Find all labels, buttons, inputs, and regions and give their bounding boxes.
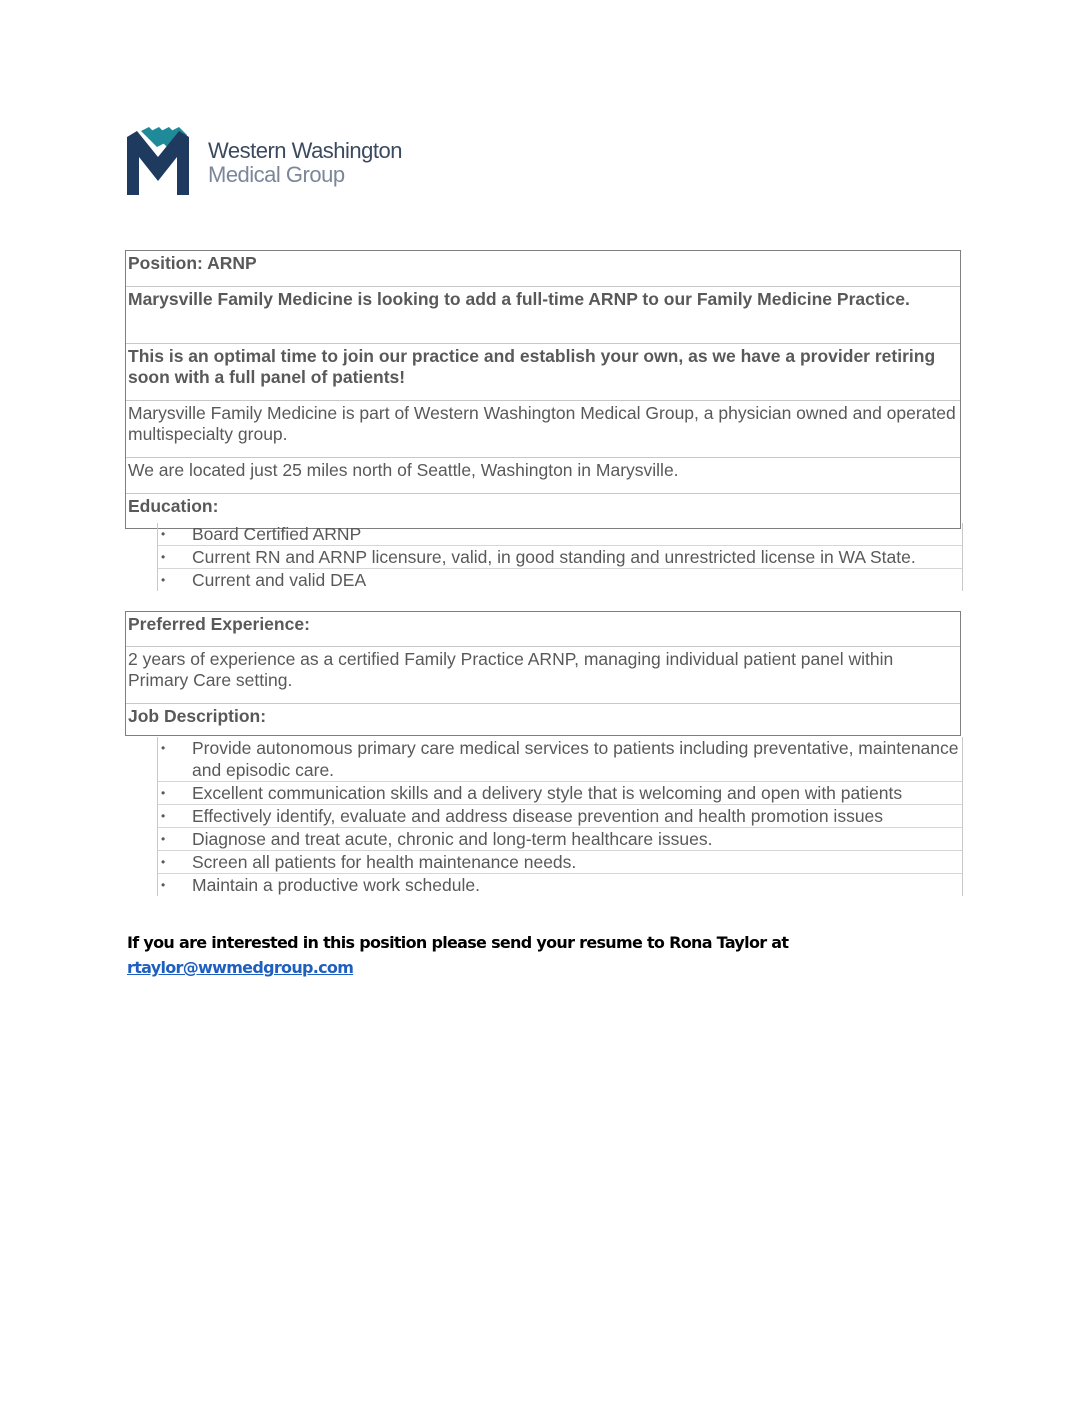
list-item: • Maintain a productive work schedule. — [161, 875, 480, 895]
location-description: We are located just 25 miles north of Seattle, Washington in Marysville. — [126, 458, 960, 494]
bullet-icon: • — [161, 573, 166, 587]
position-summary: Marysville Family Medicine is looking to add a full-time ARNP to our Family Medicine Practice. — [126, 287, 960, 344]
contact-statement — [127, 930, 788, 980]
list-item: • Current RN and ARNP licensure, valid, in good standing and unrestricted license in WA State. — [158, 546, 962, 569]
organization-description: Marysville Family Medicine is part of Western Washington Medical Group, a physician owned and operated multispecialty group. — [126, 401, 960, 458]
email-link[interactable]: rtaylor@wwmedgroup.com — [127, 958, 354, 977]
bullet-icon: • — [161, 550, 166, 564]
experience-description: 2 years of experience as a certified Family Practice ARNP, managing individual patient panel within Primary Care setting. — [126, 647, 960, 704]
list-item: • Diagnose and treat acute, chronic and long-term healthcare issues. — [158, 828, 962, 851]
bullet-icon: • — [161, 741, 166, 755]
list-item: • Effectively identify, evaluate and address disease prevention and health promotion issues — [158, 805, 962, 828]
experience-table — [125, 611, 961, 736]
list-item: • Board Certified ARNP — [158, 523, 962, 546]
bullet-icon: • — [161, 832, 166, 846]
contact-text: If you are interested in this position please send your resume to Rona Taylor at — [127, 933, 789, 952]
list-item: • Screen all patients for health maintenance needs. — [158, 851, 962, 874]
opportunity-statement: This is an optimal time to join our practice and establish your own, as we have a provider retiring soon with a full panel of patients! — [126, 344, 960, 401]
logo-mark-icon — [127, 127, 189, 195]
list-item: • Excellent communication skills and a delivery style that is welcoming and open with patients — [158, 782, 962, 805]
logo-line-2: Medical Group — [208, 162, 345, 187]
bullet-icon: • — [161, 527, 166, 541]
company-logo — [127, 127, 437, 197]
bullet-icon: • — [161, 855, 166, 869]
logo-line-1: Western Washington — [208, 138, 402, 163]
education-list — [157, 523, 963, 591]
logo-text — [208, 140, 402, 186]
list-item: • Provide autonomous primary care medical services to patients including preventative, maintenance and episodic care. — [158, 737, 962, 782]
experience-heading: Preferred Experience: — [126, 612, 960, 647]
education-heading: Education: — [128, 496, 219, 516]
bullet-icon: • — [161, 878, 166, 892]
list-item: • Current and valid DEA — [161, 570, 367, 590]
job-description-heading: Job Description: — [128, 706, 267, 726]
position-info-table — [125, 250, 961, 529]
position-title: Position: ARNP — [126, 251, 960, 287]
job-description-list — [157, 737, 963, 896]
bullet-icon: • — [161, 809, 166, 823]
bullet-icon: • — [161, 786, 166, 800]
